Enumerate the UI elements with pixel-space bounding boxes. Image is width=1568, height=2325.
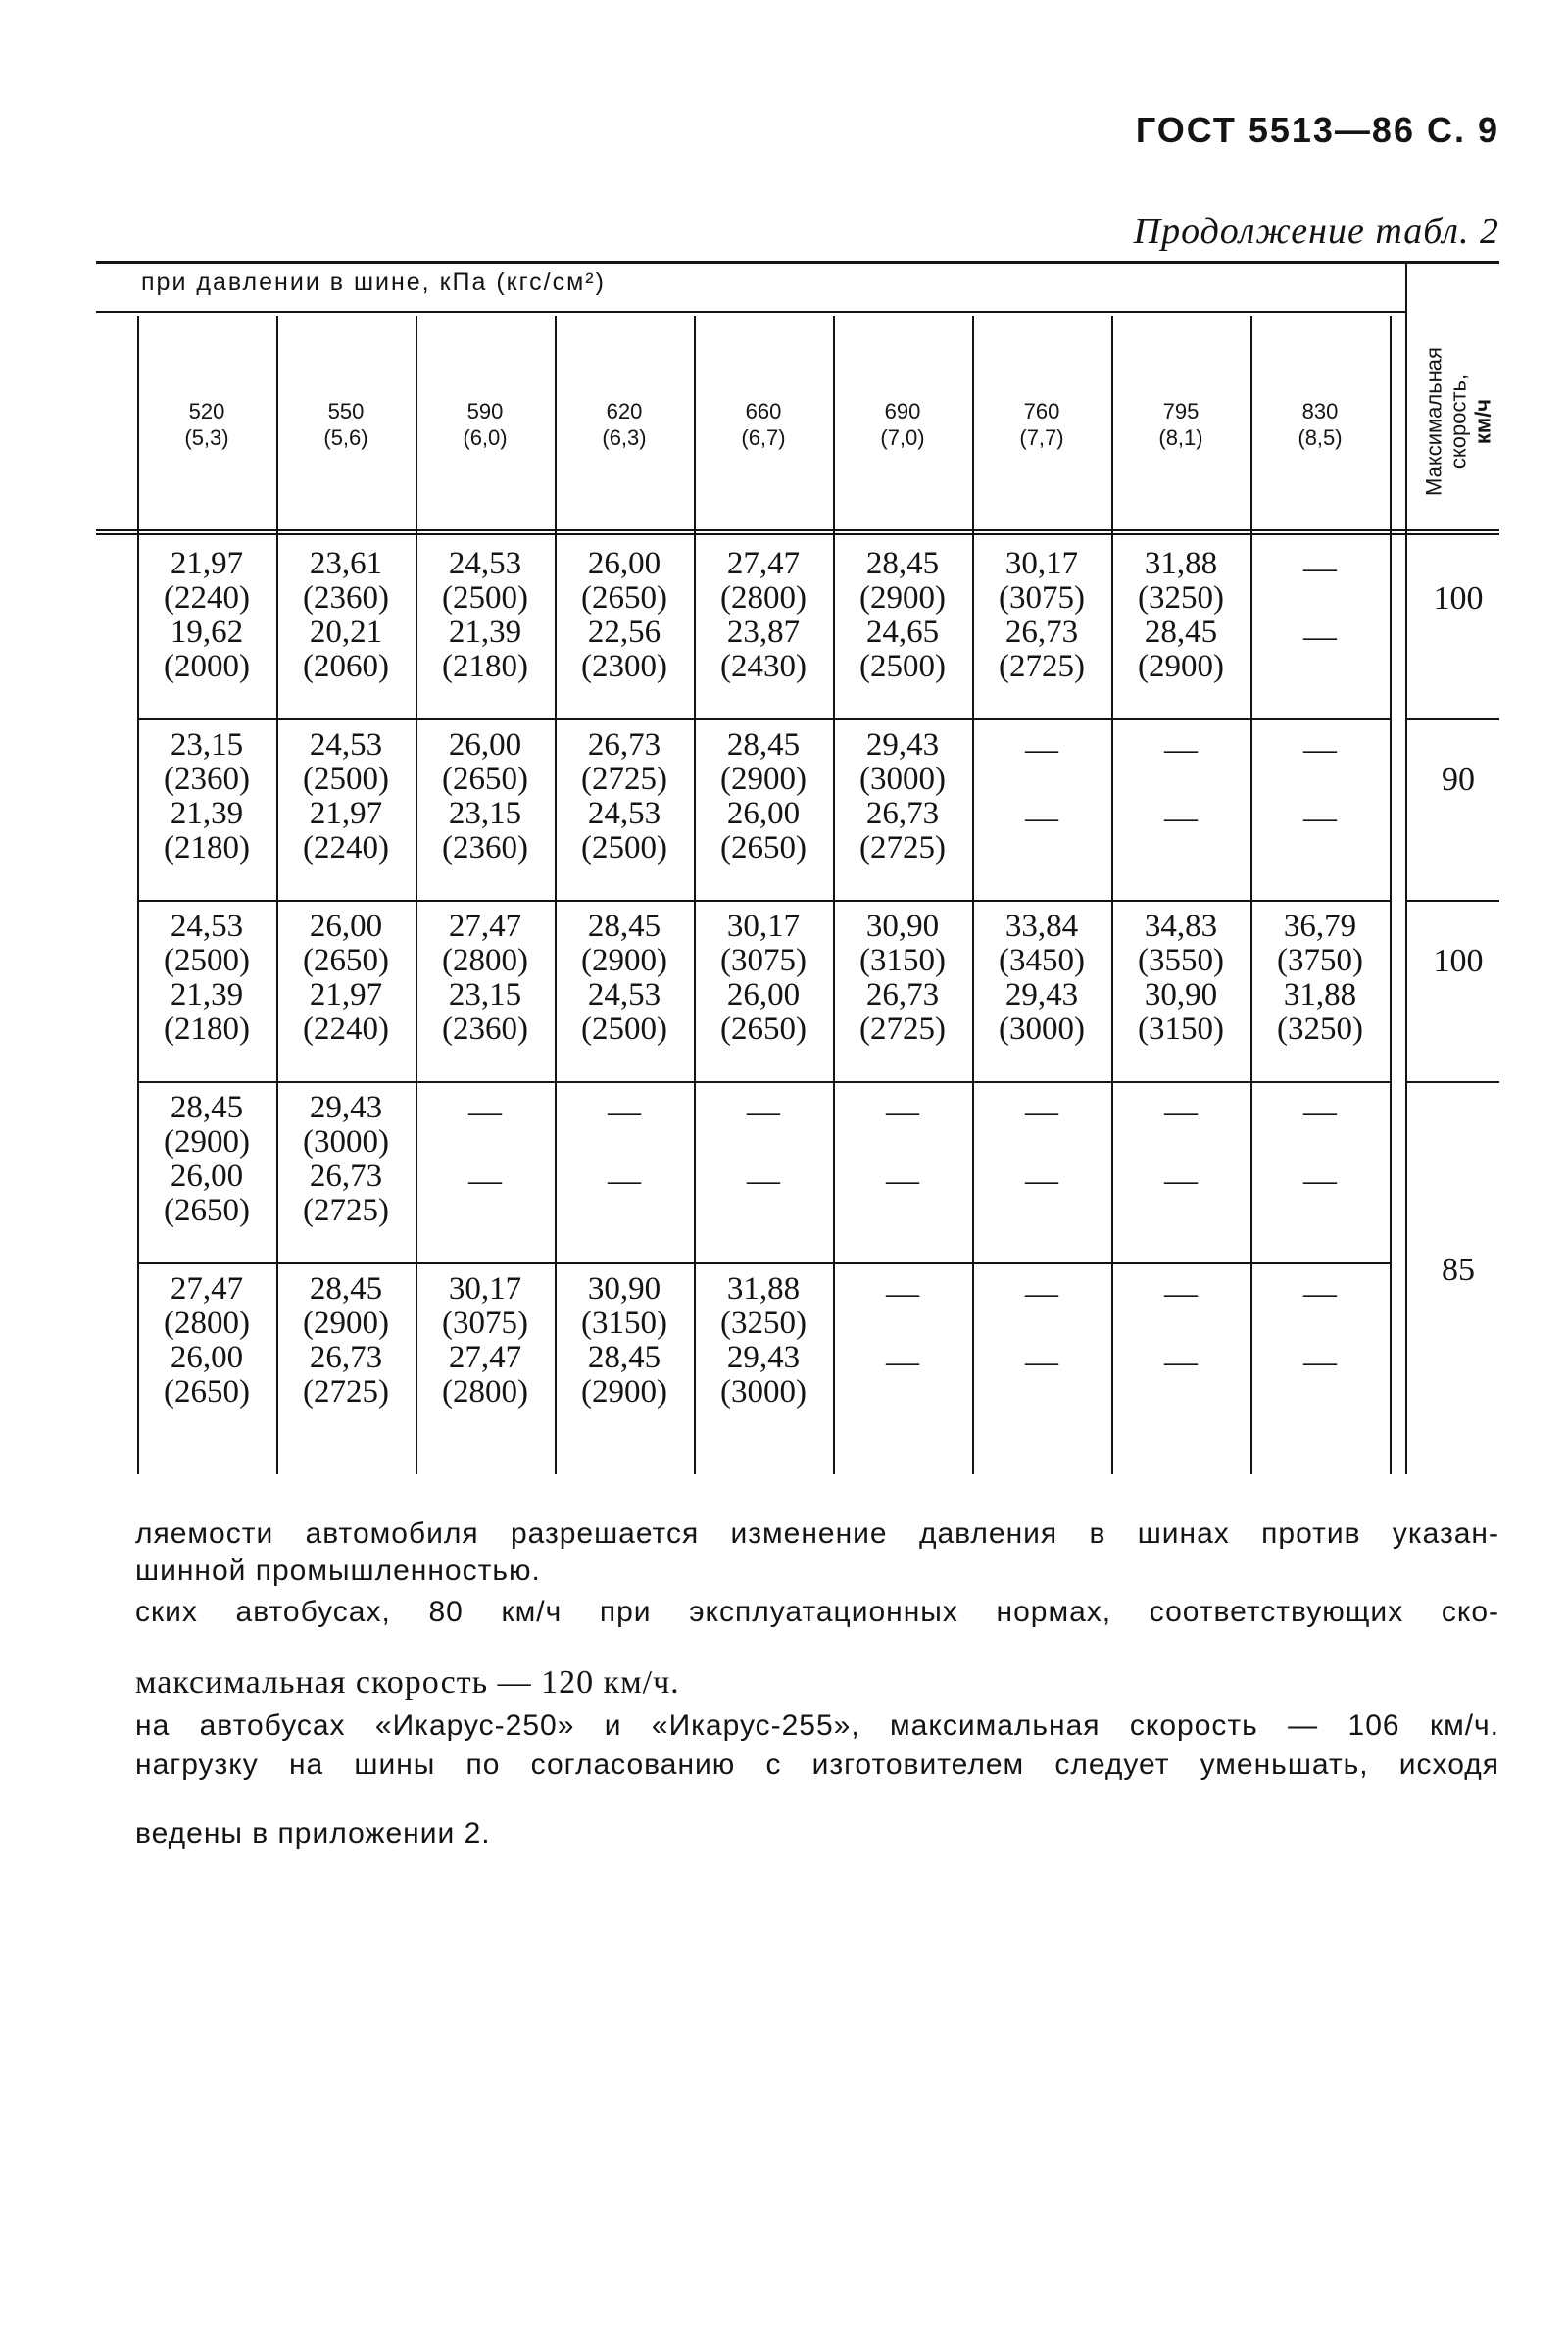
load-value: (2800) — [720, 580, 807, 616]
pressure-kgf: (7,7) — [1019, 425, 1064, 450]
load-value: 26,73 — [309, 1340, 383, 1375]
pressure-kpa: 520 — [188, 399, 225, 423]
empty-dash: — — [747, 1094, 780, 1130]
load-value: 26,73 — [309, 1159, 383, 1194]
empty-dash: — — [1025, 800, 1058, 836]
load-value: 26,00 — [448, 727, 522, 763]
load-value: 26,73 — [1004, 615, 1079, 650]
load-value: (2900) — [581, 943, 667, 978]
load-value: (2900) — [303, 1306, 389, 1341]
load-value: (3250) — [1138, 580, 1224, 616]
load-value: 31,88 — [726, 1271, 801, 1307]
load-value: 21,97 — [309, 796, 383, 831]
load-value: (2650) — [581, 580, 667, 616]
load-value: 33,84 — [1004, 909, 1079, 944]
load-value: 21,97 — [170, 546, 244, 581]
load-value: 28,45 — [1144, 615, 1218, 650]
load-value: 26,00 — [309, 909, 383, 944]
load-value: (2240) — [164, 580, 250, 616]
pressure-kpa: 795 — [1162, 399, 1200, 423]
pressure-kpa: 620 — [606, 399, 643, 423]
load-value: (2500) — [581, 830, 667, 866]
empty-dash: — — [1303, 1344, 1337, 1380]
load-value: (3075) — [720, 943, 807, 978]
load-value: 28,45 — [587, 909, 662, 944]
load-value: (2360) — [442, 830, 528, 866]
load-value: (3250) — [720, 1306, 807, 1341]
load-value: 27,47 — [448, 909, 522, 944]
pressure-header-cell — [1250, 398, 1390, 451]
load-value: (2360) — [164, 762, 250, 797]
pressure-group-header: при давлении в шине, кПа (кгс/см²) — [96, 261, 1405, 313]
load-value: (2900) — [581, 1374, 667, 1410]
load-value: 24,65 — [865, 615, 940, 650]
load-value: (2060) — [303, 649, 389, 684]
load-value: (3000) — [303, 1124, 389, 1160]
page-header: ГОСТ 5513—86 С. 9 — [1135, 110, 1499, 150]
footnote-line: шинной промышленностью. — [135, 1555, 541, 1587]
load-value: (2800) — [164, 1306, 250, 1341]
pressure-kgf: (6,0) — [463, 425, 508, 450]
load-value: (3150) — [581, 1306, 667, 1341]
load-value: (3550) — [1138, 943, 1224, 978]
load-value: 23,61 — [309, 546, 383, 581]
pressure-kgf: (5,6) — [323, 425, 368, 450]
data-table — [96, 261, 1499, 1484]
load-value: (2725) — [303, 1374, 389, 1410]
pressure-kgf: (6,7) — [741, 425, 786, 450]
load-value: 21,39 — [448, 615, 522, 650]
pressure-kgf: (6,3) — [602, 425, 647, 450]
load-value: 26,00 — [170, 1340, 244, 1375]
empty-dash: — — [1025, 1162, 1058, 1199]
load-value: (2800) — [442, 1374, 528, 1410]
load-value: (2650) — [720, 830, 807, 866]
empty-dash: — — [1164, 800, 1198, 836]
empty-dash: — — [468, 1162, 502, 1199]
pressure-kpa: 760 — [1023, 399, 1060, 423]
load-value: (3450) — [999, 943, 1085, 978]
load-value: 30,17 — [448, 1271, 522, 1307]
load-cell — [416, 728, 555, 866]
load-value: 27,47 — [448, 1340, 522, 1375]
pressure-header-cell — [137, 398, 276, 451]
pressure-header-cell — [276, 398, 416, 451]
max-speed-header-line-3: км/ч — [1470, 398, 1495, 445]
speed-row-divider — [1405, 900, 1499, 902]
header-double-rule — [96, 529, 1499, 535]
empty-dash: — — [1303, 550, 1337, 586]
load-value: 21,39 — [170, 977, 244, 1013]
load-value: 28,45 — [726, 727, 801, 763]
load-value: 30,17 — [1004, 546, 1079, 581]
pressure-header-cell — [416, 398, 555, 451]
pressure-header-cell — [555, 398, 694, 451]
empty-dash: — — [1303, 800, 1337, 836]
load-value: (2725) — [999, 649, 1085, 684]
load-cell — [276, 1272, 416, 1410]
load-cell — [1111, 910, 1250, 1047]
load-value: 24,53 — [587, 977, 662, 1013]
load-value: (2650) — [164, 1193, 250, 1228]
load-value: (2900) — [720, 762, 807, 797]
empty-dash: — — [1164, 1344, 1198, 1380]
load-value: 26,00 — [170, 1159, 244, 1194]
load-value: (3075) — [442, 1306, 528, 1341]
load-cell — [276, 910, 416, 1047]
load-value: (2180) — [164, 1012, 250, 1047]
load-value: 26,73 — [865, 796, 940, 831]
load-value: 31,88 — [1283, 977, 1357, 1013]
load-cell — [276, 547, 416, 684]
pressure-header-cell — [1111, 398, 1250, 451]
pressure-kpa: 830 — [1301, 399, 1339, 423]
footnote-line: ских автобусах, 80 км/ч при эксплуатационных нормах, соответствующих ско- — [135, 1596, 1499, 1628]
load-value: 26,00 — [726, 796, 801, 831]
pressure-header-cell — [694, 398, 833, 451]
load-cell — [276, 1091, 416, 1228]
empty-dash: — — [608, 1094, 641, 1130]
load-value: (2240) — [303, 1012, 389, 1047]
load-cell — [694, 728, 833, 866]
load-value: (2240) — [303, 830, 389, 866]
empty-dash: — — [1164, 1162, 1198, 1199]
load-value: 30,90 — [587, 1271, 662, 1307]
load-value: 28,45 — [865, 546, 940, 581]
table-caption: Продолжение табл. 2 — [1133, 211, 1499, 252]
load-value: (2650) — [303, 943, 389, 978]
empty-dash: — — [1303, 1275, 1337, 1311]
load-value: 23,15 — [170, 727, 244, 763]
max-speed-value: 100 — [1433, 580, 1484, 617]
load-value: 28,45 — [309, 1271, 383, 1307]
speed-column-divider — [1405, 261, 1407, 1474]
max-speed-header-line-2: скорость, — [1446, 373, 1471, 470]
load-value: (3000) — [859, 762, 946, 797]
max-speed-value: 100 — [1433, 943, 1484, 979]
empty-dash: — — [1303, 1094, 1337, 1130]
column-divider — [1390, 316, 1392, 1474]
load-value: (3075) — [999, 580, 1085, 616]
empty-dash: — — [886, 1094, 919, 1130]
load-value: 31,88 — [1144, 546, 1218, 581]
load-cell — [137, 728, 276, 866]
load-value: (2180) — [442, 649, 528, 684]
load-value: (2900) — [1138, 649, 1224, 684]
empty-dash: — — [886, 1344, 919, 1380]
load-value: (3750) — [1277, 943, 1363, 978]
empty-dash: — — [1164, 1094, 1198, 1130]
pressure-kpa: 660 — [745, 399, 782, 423]
pressure-kgf: (5,3) — [184, 425, 229, 450]
load-value: (2800) — [442, 943, 528, 978]
load-cell — [1111, 547, 1250, 684]
load-value: (2000) — [164, 649, 250, 684]
load-value: (2500) — [859, 649, 946, 684]
load-cell — [972, 547, 1111, 684]
load-value: 24,53 — [309, 727, 383, 763]
empty-dash: — — [1025, 1275, 1058, 1311]
load-value: 20,21 — [309, 615, 383, 650]
pressure-header-cell — [972, 398, 1111, 451]
load-value: 24,53 — [587, 796, 662, 831]
load-cell — [137, 1091, 276, 1228]
load-value: 28,45 — [170, 1090, 244, 1125]
load-value: 30,17 — [726, 909, 801, 944]
load-value: (3150) — [859, 943, 946, 978]
empty-dash: — — [1303, 731, 1337, 767]
load-cell — [137, 910, 276, 1047]
load-value: (2725) — [859, 830, 946, 866]
load-value: 26,00 — [726, 977, 801, 1013]
empty-dash: — — [1303, 1162, 1337, 1199]
empty-dash: — — [608, 1162, 641, 1199]
load-value: 27,47 — [170, 1271, 244, 1307]
empty-dash: — — [468, 1094, 502, 1130]
load-cell — [1250, 910, 1390, 1047]
load-value: 29,43 — [865, 727, 940, 763]
max-speed-header-line-1: Максимальная — [1421, 347, 1446, 496]
load-value: 24,53 — [448, 546, 522, 581]
load-value: (3150) — [1138, 1012, 1224, 1047]
load-value: 24,53 — [170, 909, 244, 944]
load-value: (3250) — [1277, 1012, 1363, 1047]
load-cell — [555, 728, 694, 866]
row-divider — [137, 1081, 1390, 1083]
max-speed-value: 90 — [1442, 762, 1475, 798]
load-cell — [694, 1272, 833, 1410]
pressure-kpa: 690 — [884, 399, 921, 423]
load-value: 26,73 — [587, 727, 662, 763]
load-cell — [833, 547, 972, 684]
load-value: 19,62 — [170, 615, 244, 650]
load-value: (2900) — [859, 580, 946, 616]
empty-dash: — — [886, 1275, 919, 1311]
pressure-header-cell — [833, 398, 972, 451]
load-value: 22,56 — [587, 615, 662, 650]
load-value: 21,97 — [309, 977, 383, 1013]
load-value: 30,90 — [865, 909, 940, 944]
pressure-kgf: (7,0) — [880, 425, 925, 450]
load-value: (2300) — [581, 649, 667, 684]
load-value: (3000) — [720, 1374, 807, 1410]
load-value: 29,43 — [1004, 977, 1079, 1013]
load-value: 34,83 — [1144, 909, 1218, 944]
load-value: (2180) — [164, 830, 250, 866]
footnote-line: максимальная скорость — 120 км/ч. — [135, 1664, 680, 1701]
load-cell — [416, 910, 555, 1047]
load-value: 30,90 — [1144, 977, 1218, 1013]
empty-dash: — — [1303, 618, 1337, 655]
load-cell — [694, 910, 833, 1047]
load-cell — [137, 1272, 276, 1410]
load-value: (2725) — [303, 1193, 389, 1228]
load-value: 23,15 — [448, 796, 522, 831]
load-cell — [137, 547, 276, 684]
load-cell — [416, 1272, 555, 1410]
load-value: (2360) — [442, 1012, 528, 1047]
load-cell — [833, 910, 972, 1047]
row-divider — [137, 1262, 1390, 1264]
load-value: (2500) — [442, 580, 528, 616]
pressure-kgf: (8,5) — [1298, 425, 1343, 450]
load-value: (2650) — [442, 762, 528, 797]
load-cell — [276, 728, 416, 866]
max-speed-value: 85 — [1442, 1252, 1475, 1288]
empty-dash: — — [747, 1162, 780, 1199]
load-cell — [694, 547, 833, 684]
load-value: (2725) — [859, 1012, 946, 1047]
load-cell — [555, 547, 694, 684]
load-cell — [416, 547, 555, 684]
load-value: (2430) — [720, 649, 807, 684]
load-value: 29,43 — [309, 1090, 383, 1125]
load-value: 23,15 — [448, 977, 522, 1013]
load-value: 21,39 — [170, 796, 244, 831]
max-speed-header — [1419, 318, 1497, 525]
speed-row-divider — [1405, 1081, 1499, 1083]
load-value: 26,00 — [587, 546, 662, 581]
load-value: (2500) — [164, 943, 250, 978]
row-divider — [137, 718, 1390, 720]
load-value: 23,87 — [726, 615, 801, 650]
empty-dash: — — [1025, 1094, 1058, 1130]
load-value: (2650) — [164, 1374, 250, 1410]
pressure-kpa: 550 — [327, 399, 365, 423]
empty-dash: — — [1164, 1275, 1198, 1311]
pressure-kgf: (8,1) — [1158, 425, 1203, 450]
load-cell — [555, 910, 694, 1047]
pressure-kpa: 590 — [466, 399, 504, 423]
empty-dash: — — [886, 1162, 919, 1199]
load-value: (2360) — [303, 580, 389, 616]
empty-dash: — — [1164, 731, 1198, 767]
speed-row-divider — [1405, 718, 1499, 720]
row-divider — [137, 900, 1390, 902]
footnote-line: ляемости автомобиля разрешается изменение давления в шинах против указан- — [135, 1517, 1499, 1550]
empty-dash: — — [1025, 1344, 1058, 1380]
footnote-line: ведены в приложении 2. — [135, 1817, 491, 1850]
load-cell — [555, 1272, 694, 1410]
footnote-line: нагрузку на шины по согласованию с изготовителем следует уменьшать, исходя — [135, 1749, 1499, 1781]
load-value: (2500) — [581, 1012, 667, 1047]
load-value: (2500) — [303, 762, 389, 797]
load-cell — [833, 728, 972, 866]
load-value: 28,45 — [587, 1340, 662, 1375]
load-cell — [972, 910, 1111, 1047]
load-value: (2650) — [720, 1012, 807, 1047]
load-value: 27,47 — [726, 546, 801, 581]
empty-dash: — — [1025, 731, 1058, 767]
load-value: 29,43 — [726, 1340, 801, 1375]
load-value: 36,79 — [1283, 909, 1357, 944]
load-value: (2900) — [164, 1124, 250, 1160]
load-value: 26,73 — [865, 977, 940, 1013]
load-value: (3000) — [999, 1012, 1085, 1047]
load-value: (2725) — [581, 762, 667, 797]
footnote-line: на автобусах «Икарус-250» и «Икарус-255», максимальная скорость — 106 км/ч. — [135, 1709, 1499, 1742]
